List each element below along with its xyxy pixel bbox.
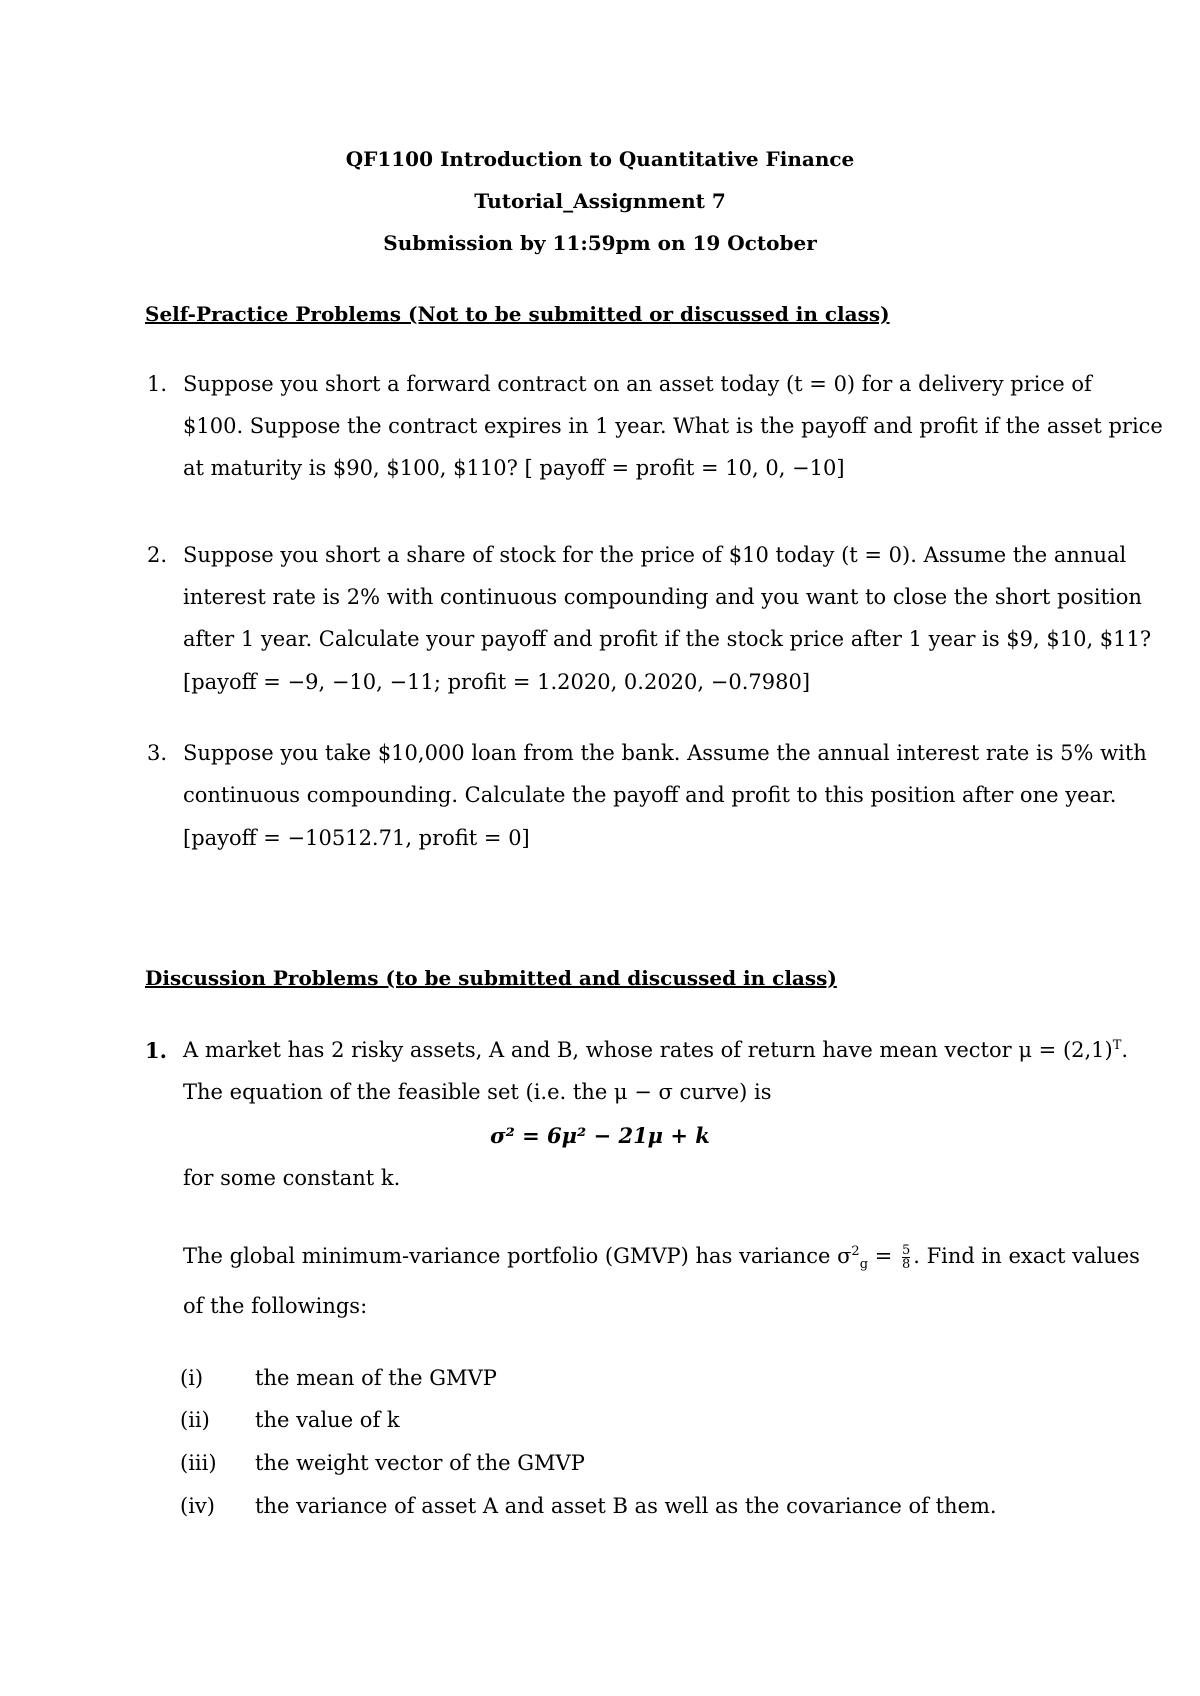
line-end: . — [1121, 1038, 1129, 1062]
sub-question-label: (ii) — [180, 1408, 210, 1432]
problem-line: Suppose you short a share of stock for the price of $10 today (t = 0). Assume the annual — [183, 543, 1127, 567]
problem-line: $100. Suppose the contract expires in 1 year. What is the payoff and profit if the asset price — [183, 414, 1163, 438]
sub-question-label: (iv) — [180, 1494, 215, 1518]
problem-line: continuous compounding. Calculate the payoff and profit to this position after one year. — [183, 783, 1117, 807]
problem-line: of the followings: — [183, 1294, 368, 1318]
problem-line: The equation of the feasible set (i.e. the μ − σ curve) is — [183, 1080, 772, 1104]
sigma-subscript: g — [859, 1257, 869, 1273]
self-practice-heading: Self-Practice Problems (Not to be submitted or discussed in class) — [145, 302, 890, 326]
submission-deadline: Submission by 11:59pm on 19 October — [383, 231, 817, 255]
problem-number: 1. — [145, 1038, 167, 1063]
sub-question-text: the mean of the GMVP — [255, 1366, 497, 1390]
problem-line: interest rate is 2% with continuous compounding and you want to close the short position — [183, 585, 1142, 609]
sub-question-label: (i) — [180, 1366, 204, 1390]
problem-number: 3. — [147, 741, 168, 765]
problem-number: 2. — [147, 543, 168, 567]
gmvp-text-end: . Find in exact values — [913, 1244, 1140, 1268]
sub-question-text: the value of k — [255, 1408, 400, 1432]
sigma-superscript: 2 — [851, 1244, 860, 1259]
gmvp-variance-line — [183, 1244, 1140, 1272]
problem-line: Suppose you short a forward contract on an asset today (t = 0) for a delivery price of — [183, 372, 1092, 396]
problem-number: 1. — [147, 372, 168, 396]
problem-answer: [payoff = −10512.71, profit = 0] — [183, 826, 530, 850]
problem-answer: [payoff = −9, −10, −11; profit = 1.2020, 0.2020, −0.7980] — [183, 670, 811, 694]
equals-sign: = — [868, 1244, 899, 1268]
problem-line-text: A market has 2 risky assets, A and B, whose rates of return have mean vector μ = (2,1) — [183, 1038, 1113, 1062]
problem-line: Suppose you take $10,000 loan from the bank. Assume the annual interest rate is 5% with — [183, 741, 1147, 765]
assignment-title: Tutorial_Assignment 7 — [474, 189, 726, 213]
sub-question-text: the variance of asset A and asset B as well as the covariance of them. — [255, 1494, 997, 1518]
sub-question-text: the weight vector of the GMVP — [255, 1451, 585, 1475]
feasible-set-equation: σ² = 6μ² − 21μ + k — [490, 1123, 710, 1148]
problem-line: at maturity is $90, $100, $110? [ payoff = profit = 10, 0, −10] — [183, 456, 845, 480]
fraction — [902, 1244, 910, 1271]
course-title: QF1100 Introduction to Quantitative Finance — [345, 147, 855, 171]
sub-question-label: (iii) — [180, 1451, 217, 1475]
problem-line: for some constant k. — [183, 1166, 401, 1190]
discussion-heading: Discussion Problems (to be submitted and discussed in class) — [145, 966, 837, 990]
fraction-denominator: 8 — [901, 1257, 911, 1272]
transpose-superscript: T — [1112, 1038, 1122, 1053]
problem-line: after 1 year. Calculate your payoff and profit if the stock price after 1 year is $9, $10, $11? — [183, 627, 1152, 651]
gmvp-text: The global minimum-variance portfolio (GMVP) has variance σ — [183, 1244, 852, 1268]
problem-line — [183, 1038, 1128, 1062]
fraction-numerator: 5 — [901, 1243, 911, 1258]
